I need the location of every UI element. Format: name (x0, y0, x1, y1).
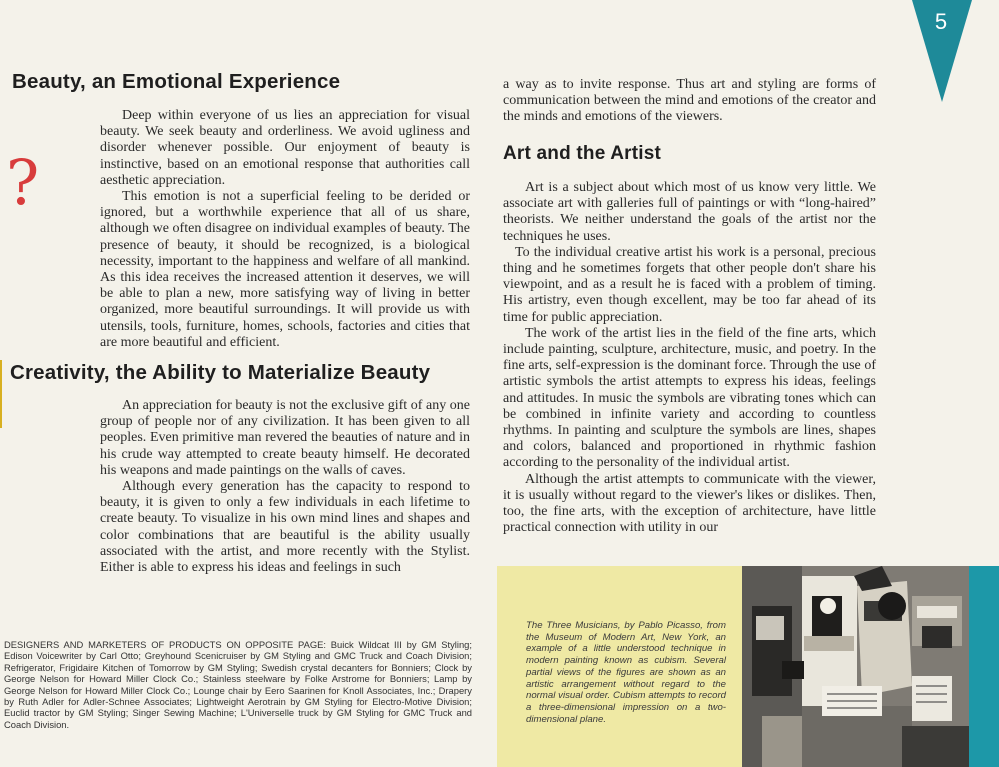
painting-image (742, 566, 969, 767)
paragraph: An appreciation for beauty is not the exclusive gift of any one group of people nor of any civilization. It has been given to all peoples. Even primitive man revered the beauties of nature and in his crude way attempted to create beauty himself. He decorated his weapons and made paintings on the walls of caves. (100, 398, 470, 478)
paragraph: This emotion is not a superficial feeling to be derided or ignored, but a worthwhile experience that all of us share, although we often disagree on individual examples of beauty. The presence of beauty, it should be recognized, is a biological necessity, important to the happiness and welfare of all mankind. As this idea receives the increased attention it deserves, we will be able to plan a new, more satisfying way of living in better organized, more beautiful surroundings. It will provide us with utensils, tools, furniture, homes, schools, factories and cities that are more beautiful and efficient. (100, 189, 470, 350)
paragraph: a way as to invite response. Thus art and styling are forms of communication between the mind and emotions of the creator and the minds and emotions of the viewers. (503, 77, 876, 125)
question-mark-icon: ? (6, 146, 40, 219)
paragraph: Although every generation has the capacity to respond to beauty, it is given to only a few individuals in each lifetime to create beauty. To visualize in his own mind lines and shapes and color combinations that are beautiful is the ability usually associated with the artist, and more recently with the Stylist. Either is able to express his ideas and feelings in such (100, 479, 470, 576)
painting-caption: The Three Musicians, by Pablo Picasso, from the Museum of Modern Art, New York, an example of a little understood technique in modern painting known as cubism. Several partial views of the figures are shown as an artistic arrangement without regard to the normal visual order. Cubism attempts to record a three-dimensional impression on a two-dimensional plane. (526, 620, 726, 725)
page-number: 5 (934, 9, 948, 34)
cubist-painting-illustration (742, 566, 969, 767)
heading-creativity: Creativity, the Ability to Materialize Beauty (10, 361, 431, 384)
heading-beauty: Beauty, an Emotional Experience (12, 70, 341, 93)
creativity-body (100, 398, 470, 576)
heading-art-artist: Art and the Artist (503, 143, 662, 164)
paragraph: To the individual creative artist his work is a personal, precious thing and he sometimes forgets that other people don't share his viewpoint, and as a result he is faced with a problem of timing. His artistry, even though excellent, may be too far ahead of its time for public appreciation. (503, 244, 876, 325)
product-credits: DESIGNERS AND MARKETERS OF PRODUCTS ON OPPOSITE PAGE: Buick Wildcat III by GM Styling; Edison Voicewriter by Carl Otto; Greyhound Scenicruiser by GM Styling and GMC Truck and Coach Division; Refrigerator, Frigidaire Kitchen of Tomorrow by GM Styling; Swedish crystal decanters for Bonniers; Clock by George Nelson for Howard Miller Clock Co.; Stainless steelware by Folke Arstrome for Bonniers; Lamp by George Nelson for Howard Miller Clock Co.; Lounge chair by Eero Saarinen for Knoll Associates, Inc.; Drapery by Ruth Adler for Adler-Schnee Associates; Lightweight Aerotrain by GM Styling for Electro-Motive Division; Euclid tractor by GM Styling; Singer Sewing Machine; L'Universelle truck by GM Styling for GMC Truck and Coach Division. (4, 639, 472, 730)
paragraph: Deep within everyone of us lies an appreciation for visual beauty. We seek beauty and orderliness. We avoid ugliness and disorder whenever possible. Our enjoyment of beauty is instinctive, based on an emotional response that authorities call aesthetic appreciation. (100, 108, 470, 188)
teal-accent-strip (969, 566, 999, 767)
paragraph: Art is a subject about which most of us know very little. We associate art with galleries full of paintings or with “long-haired” theorists. We neither understand the goals of the artist nor the techniques he uses. (503, 180, 876, 244)
continuation-text (503, 77, 876, 126)
beauty-body (100, 108, 470, 351)
paragraph: Although the artist attempts to communicate with the viewer, it is usually without regard to the viewer's likes or dislikes. Then, too, the fine arts, with the exception of architecture, have little practical connection with utility in our (503, 471, 876, 536)
paragraph: The work of the artist lies in the field of the fine arts, which include painting, sculpture, architecture, music, and poetry. In the fine arts, self-expression is the dominant force. Through the use of artistic symbols the artist attempts to express his ideas, feelings and attitudes. In music the symbols are vibrating tones which can be combined in infinite variety and according to countless rhythms. In painting and sculpture the symbols are lines, shapes and colors, balanced and proportioned in rhythmic fashion according to the personality of the individual artist. (503, 325, 876, 471)
artist-body (503, 180, 876, 536)
